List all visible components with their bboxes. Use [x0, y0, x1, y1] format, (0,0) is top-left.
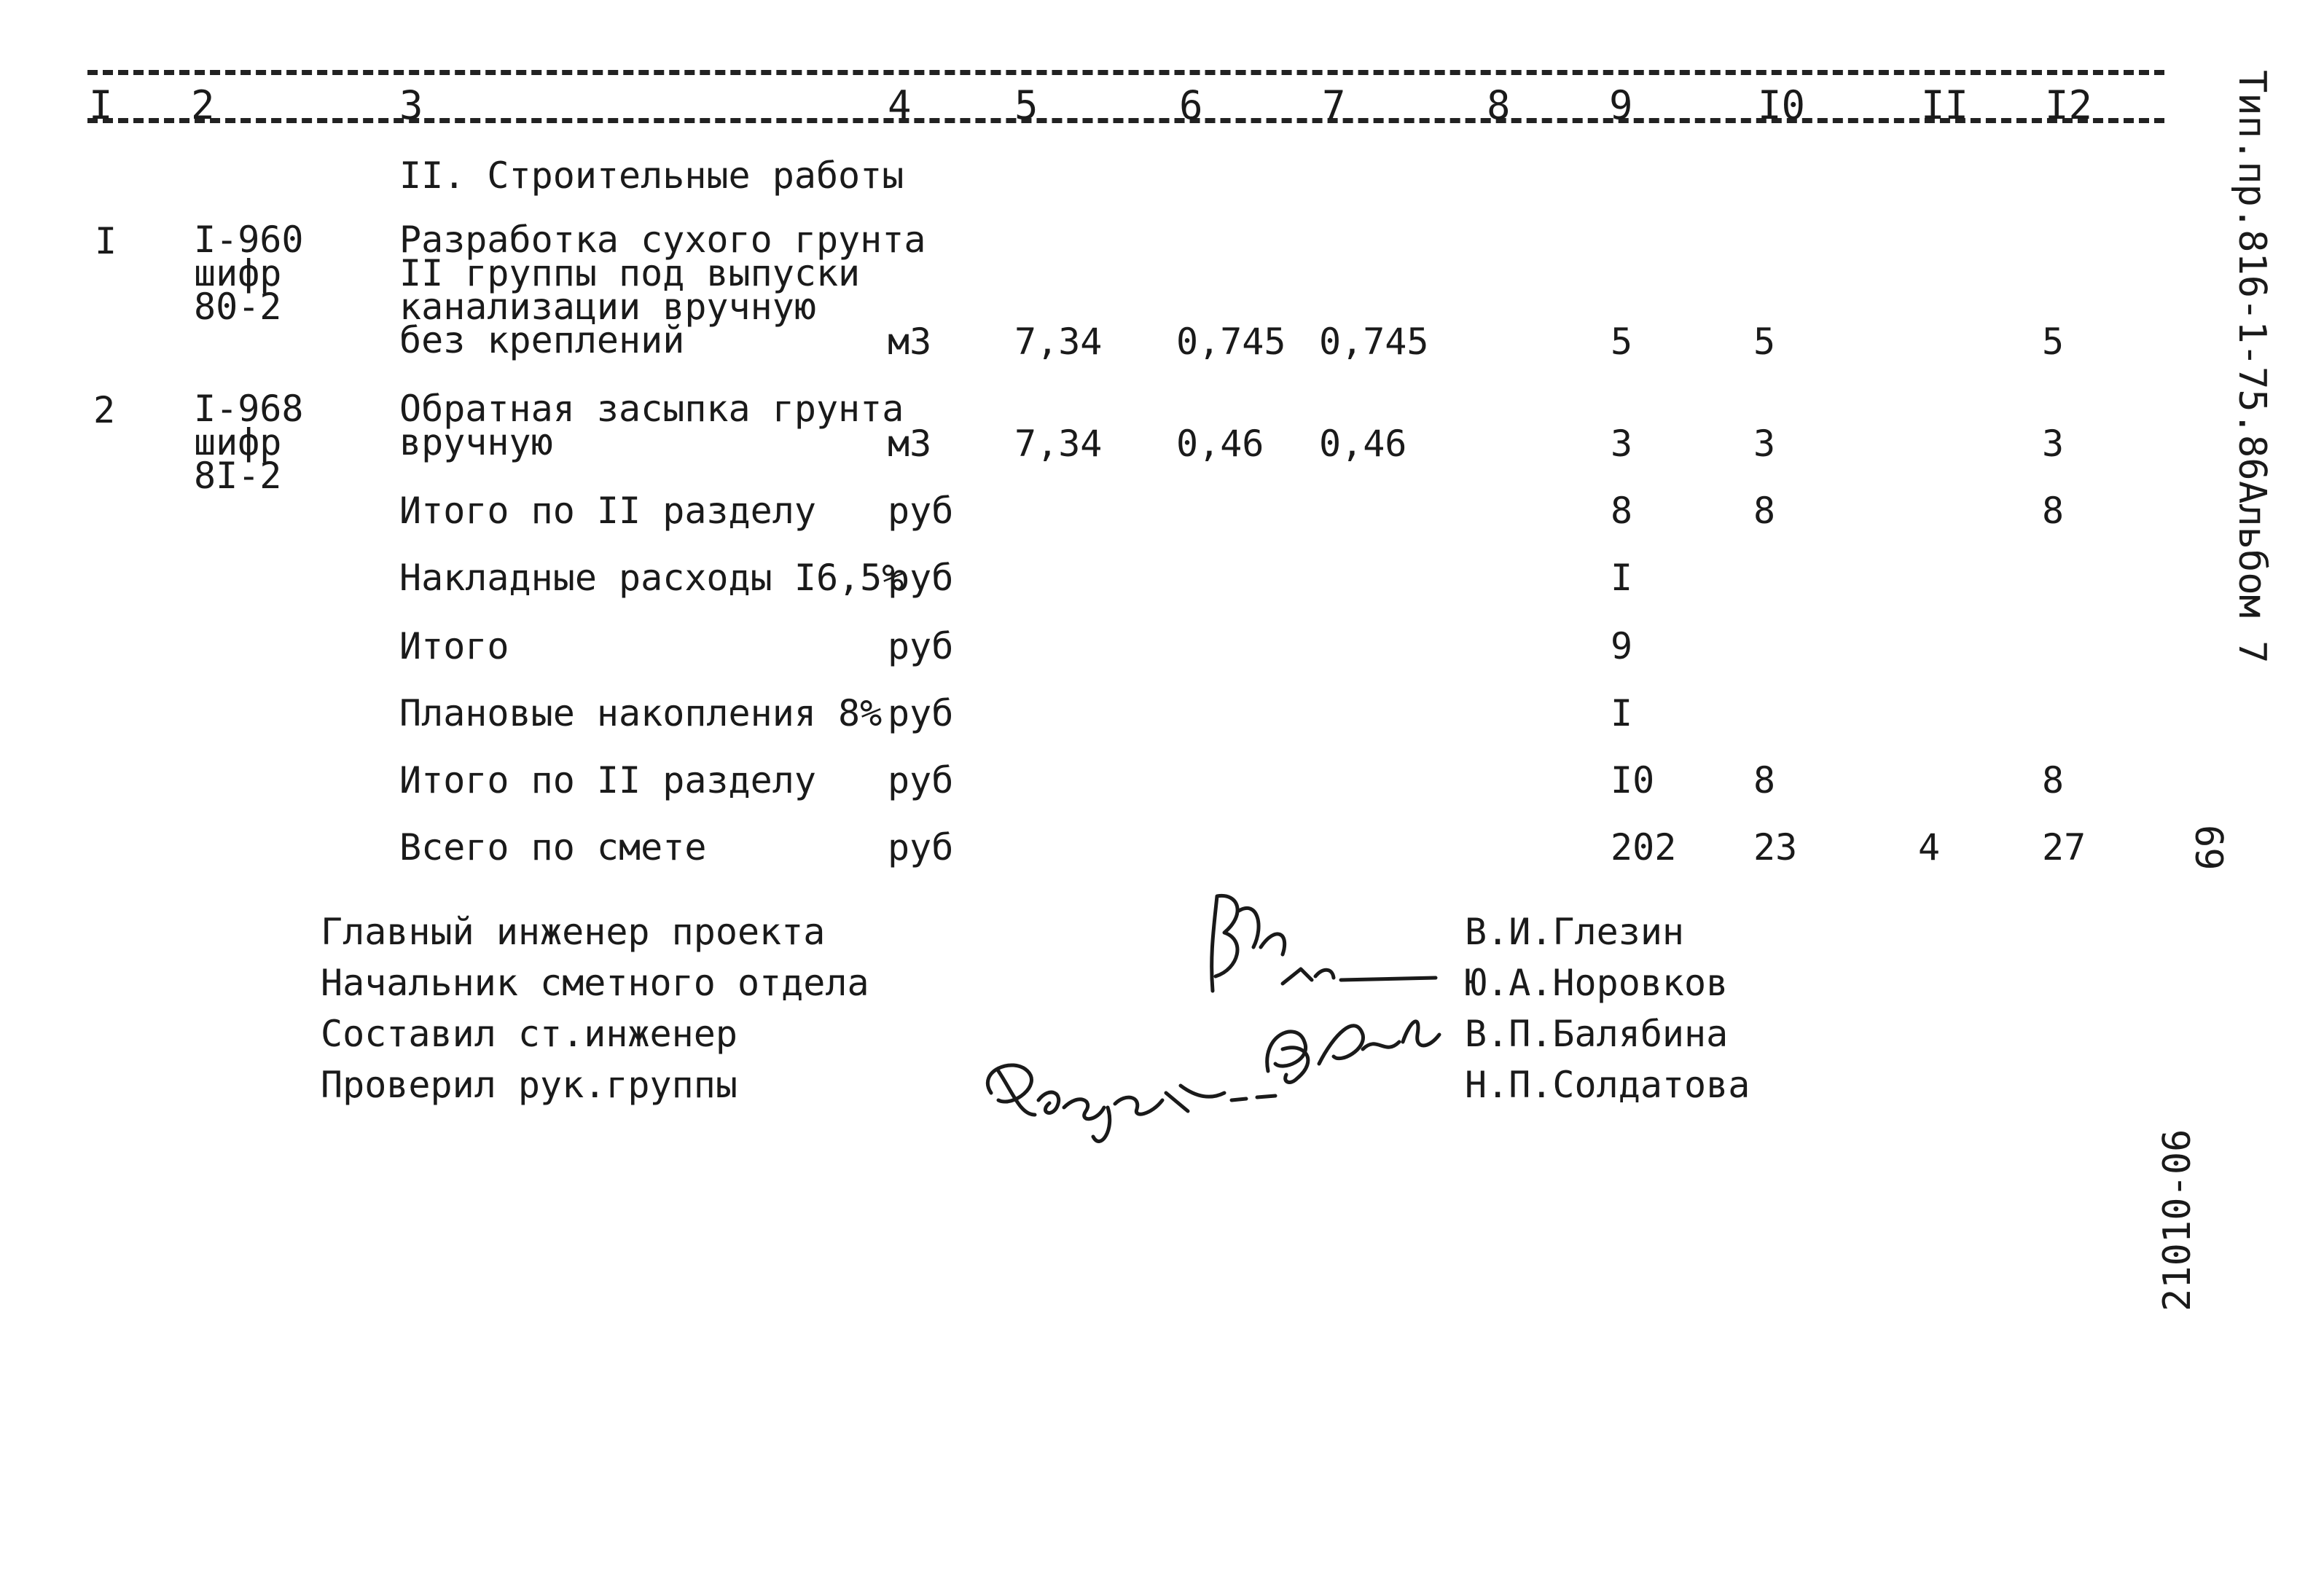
item-description: II группы под выпуски	[399, 252, 861, 294]
col-header: 7	[1322, 82, 1346, 128]
cell-col12: 3	[2042, 423, 2065, 465]
unit-cell: руб	[888, 490, 954, 532]
cell-col10: 23	[1753, 826, 1798, 868]
summary-label: Итого по II разделу	[399, 759, 816, 801]
summary-label: Итого по II разделу	[399, 490, 816, 532]
header-rule-top	[87, 70, 2164, 75]
cell-col9: 8	[1611, 490, 1633, 532]
unit-cell: руб	[888, 692, 954, 734]
summary-label: Итого	[399, 625, 509, 667]
cell-col10: 8	[1753, 490, 1776, 532]
signatory-role: Начальник сметного отдела	[321, 962, 869, 1004]
price-code: I-968	[194, 388, 304, 430]
price-code: I-960	[194, 219, 304, 261]
item-description: Разработка сухого грунта	[399, 219, 926, 261]
signatory-role: Проверил рук.группы	[321, 1064, 738, 1106]
cell-col10: 3	[1753, 423, 1776, 465]
signatory-name: В.И.Глезин	[1465, 911, 1685, 953]
cell-col5: 7,34	[1014, 321, 1103, 363]
cell-col7: 0,745	[1319, 321, 1429, 363]
cell-col12: 27	[2042, 826, 2086, 868]
cell-col6: 0,46	[1176, 423, 1264, 465]
signatory-name: Ю.А.Норовков	[1465, 962, 1729, 1004]
col-header: 9	[1609, 82, 1633, 128]
cell-col9: I0	[1611, 759, 1655, 801]
unit-cell: руб	[888, 557, 954, 599]
cell-col12: 8	[2042, 490, 2065, 532]
col-header: I0	[1758, 82, 1806, 128]
handwritten-signature	[969, 1042, 1290, 1151]
document-reference: Тип.пр.816-1-75.86	[2230, 70, 2274, 481]
cell-col9: 5	[1611, 321, 1633, 363]
cell-col10: 8	[1753, 759, 1776, 801]
section-title: II. Строительные работы	[399, 154, 904, 197]
col-header: 4	[888, 82, 912, 128]
item-description: вручную	[399, 421, 553, 463]
cell-col9: 9	[1611, 625, 1633, 667]
unit-cell: руб	[888, 625, 954, 667]
price-code: 80-2	[194, 286, 282, 328]
summary-label: Плановые накопления 8%	[399, 692, 883, 734]
col-header: 5	[1014, 82, 1038, 128]
price-code: 8I-2	[194, 455, 282, 497]
summary-label: Накладные расходы I6,5%	[399, 557, 904, 599]
cell-col9: 202	[1611, 826, 1677, 868]
handwritten-signature	[1195, 882, 1458, 1005]
cell-col5: 7,34	[1014, 423, 1103, 465]
item-description: канализации вручную	[399, 286, 816, 328]
signatory-name: В.П.Балябина	[1465, 1013, 1729, 1055]
cell-col9: I	[1611, 692, 1633, 734]
signatory-role: Составил ст.инженер	[321, 1013, 738, 1055]
cell-col6: 0,745	[1176, 321, 1286, 363]
signatory-name: Н.П.Солдатова	[1465, 1064, 1750, 1106]
cell-col9: 3	[1611, 423, 1633, 465]
col-header: 8	[1487, 82, 1511, 128]
item-description: Обратная засыпка грунта	[399, 388, 904, 430]
col-header: 6	[1179, 82, 1203, 128]
item-number: I	[95, 220, 117, 262]
unit-cell: руб	[888, 826, 954, 868]
item-description: без креплений	[399, 319, 685, 361]
cell-col11: 4	[1918, 826, 1941, 868]
archive-number: 21010-06	[2156, 1129, 2199, 1311]
signatory-role: Главный инженер проекта	[321, 911, 826, 953]
page-number: 69	[2186, 825, 2230, 871]
summary-label: Всего по смете	[399, 826, 707, 868]
cell-col7: 0,46	[1319, 423, 1407, 465]
price-code: шифр	[194, 421, 282, 463]
cell-col10: 5	[1753, 321, 1776, 363]
col-header: 2	[191, 82, 215, 128]
unit-cell: м3	[888, 321, 932, 363]
unit-cell: руб	[888, 759, 954, 801]
cell-col12: 8	[2042, 759, 2065, 801]
item-number: 2	[93, 389, 116, 431]
col-header: 3	[399, 82, 423, 128]
col-header: II	[1921, 82, 1969, 128]
cell-col12: 5	[2042, 321, 2065, 363]
col-header: I	[89, 82, 113, 128]
unit-cell: м3	[888, 423, 932, 465]
album-label: Альбом 7	[2230, 481, 2274, 664]
col-header: I2	[2045, 82, 2093, 128]
cell-col9: I	[1611, 557, 1633, 599]
price-code: шифр	[194, 252, 282, 294]
